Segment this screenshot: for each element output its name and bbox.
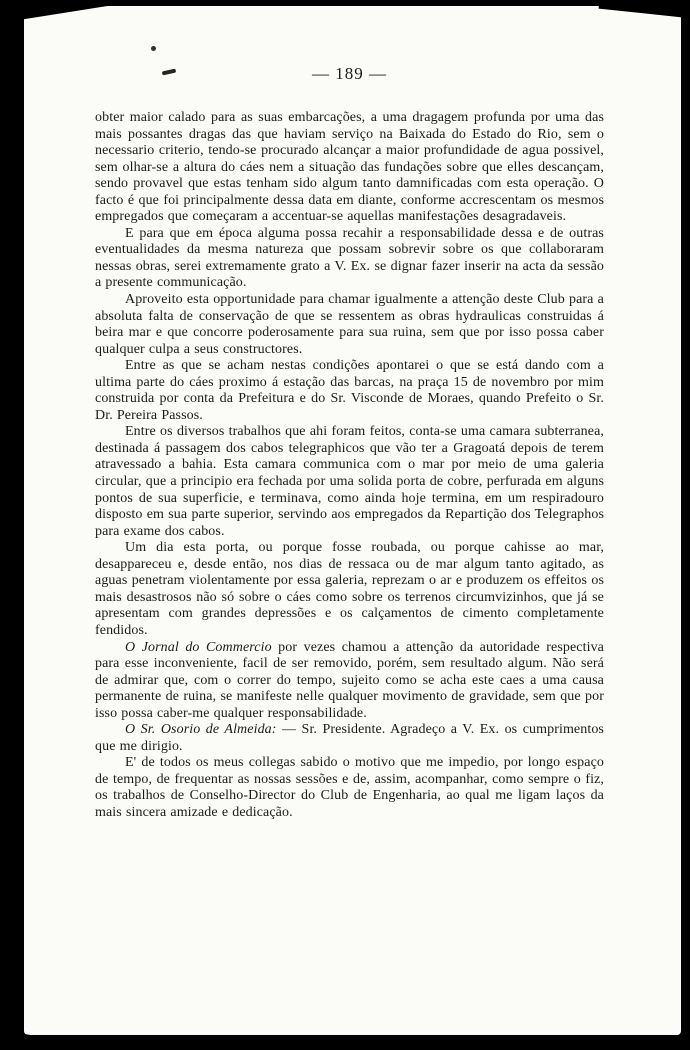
text-segment: por vezes chamou a attenção da autoridade respectiva para esse inconveniente, facil de ser removido, porém, sem resultado algum. Não será de admirar que, com o correr do tempo, sujeito como se acha este caes a uma causa permanente de ruina, se manifeste nelle qualquer movimento de gravidade, sem que por isso possa caber-me qualquer responsabilidade. [95, 639, 604, 721]
italic-text-segment: O Sr. Osorio de Almeida: [125, 722, 277, 738]
text-segment: Um dia esta porta, ou porque fosse roubada, ou porque cahisse ao mar, desappareceu e, desde então, nos dias de ressaca ou de mar algum tanto agitado, as aguas penetram violentamente por essa galeria, reprezam o ar e produzem os effeitos os mais desastrosos não só sobre o cáes como sobre os terrenos circumvizinhos, que já se apresentam com grandes depressões e os calçamentos de cimento completamente fendidos. [95, 540, 604, 638]
paragraph [95, 640, 604, 723]
italic-text-segment: O Jornal do Commercio [125, 639, 272, 655]
text-segment: E' de todos os meus collegas sabido o motivo que me impedio, por longo espaço de tempo, de frequentar as nossas sessões e de, assim, acompanhar, como sempre o fiz, os trabalhos de Conselho-Director do Club de Engenharia, ao qual me ligam laços da mais sincera amizade e dedicação. [95, 755, 604, 820]
text-block [95, 64, 604, 822]
paragraph [95, 110, 604, 226]
text-segment: Entre as que se acham nestas condições apontarei o que se está dando com a ultima parte do cáes proximo á estação das barcas, na praça 15 de novembro por mim construida por conta da Prefeitura e do Sr. Visconde de Moraes, quando Prefeito o Sr. Dr. Pereira Passos. [95, 358, 604, 423]
paragraph [95, 226, 604, 292]
paragraph [95, 292, 604, 358]
paragraph [95, 722, 604, 755]
paragraph [95, 755, 604, 821]
paragraph [95, 358, 604, 424]
text-segment: obter maior calado para as suas embarcações, a uma dragagem profunda por uma das mais possantes dragas das que haviam serviço na Baixada do Estado do Rio, sem o necessario criterio, tendo-se procurado alcançar a maior profundidade de agua possivel, sem olhar-se a altura do cáes nem a situação das fundações sobre que elles descançam, sendo provavel que estas tenham sido algum tanto damnificadas com esta operação. O facto é que foi principalmente dessa data em diante, conforme accrescentam os mesmos empregados que começaram a accentuar-se aquellas manifestações desagradaveis. [95, 110, 604, 225]
paragraph [95, 424, 604, 540]
text-segment: — Sr. Presidente. Agradeço a V. Ex. os cumprimentos que me dirigio. [95, 722, 604, 754]
text-segment: Aproveito esta opportunidade para chamar igualmente a attenção deste Club para a absoluta falta de conservação de que se ressentem as obras hydraulicas construidas á beira mar e que concorre poderosamente para sua ruina, sem que por isso possa caber qualquer culpa a seus constructores. [95, 292, 604, 357]
scan-artifact-dot [151, 46, 156, 51]
page-number: — 189 — [312, 64, 387, 83]
text-segment: E para que em época alguma possa recahir a responsabilidade dessa e de outras eventualidades da mesma natureza que possam sobrevir sobre os que collaboraram nessas obras, serei extremamente grato a V. Ex. se dignar fazer inserir na acta da sessão a presente communicação. [95, 225, 604, 291]
document-page [24, 6, 681, 1035]
text-segment: Entre os diversos trabalhos que ahi foram feitos, conta-se uma camara subterranea, destinada á passagem dos cabos telegraphicos que vão ter a Gragoatá depois de terem atravessado a bahia. Esta camara communica com o mar por meio de uma galeria circular, que a principio era fechada por uma solida porta de cobre, perfurada em alguns pontos de sua superficie, e terminava, como ainda hoje termina, em um respiradouro disposto em sua parte superior, servindo aos empregados da Repartição dos Telegraphos para exame dos cabos. [95, 424, 604, 539]
paragraphs [95, 110, 604, 822]
paragraph [95, 540, 604, 639]
